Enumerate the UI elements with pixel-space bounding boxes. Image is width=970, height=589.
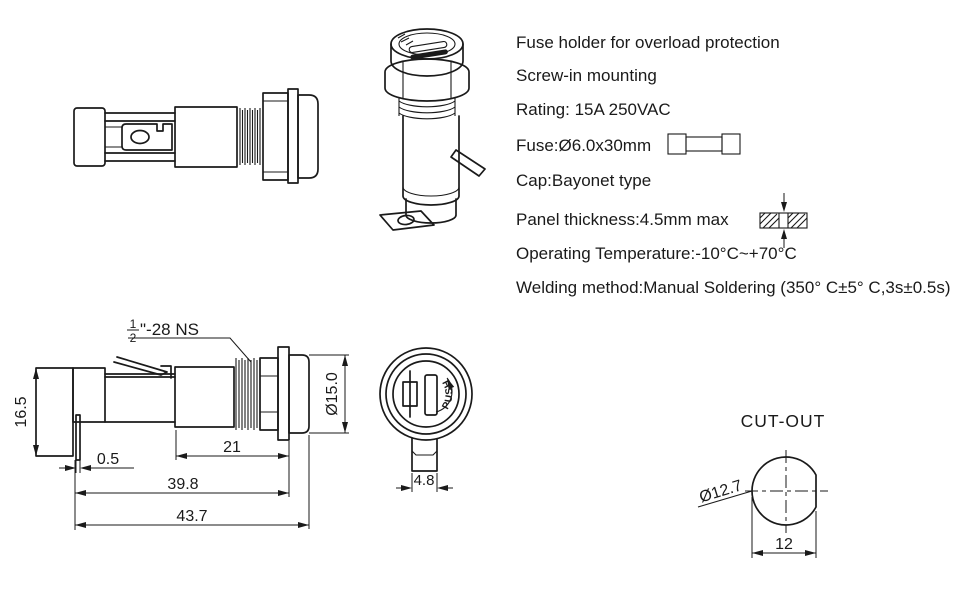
svg-text:PUSH [440, 377, 455, 412]
spec-line-fuse-size: Fuse:Ø6.0x30mm [516, 136, 652, 155]
assembled-side-view [74, 89, 318, 183]
spec-line-rating: Rating: 15A 250VAC [516, 100, 671, 119]
isometric-view [380, 29, 485, 230]
dimensioned-side-view [13, 317, 349, 530]
dim-cap-diameter-label: Ø15.0 [324, 372, 341, 416]
thread-spec-label [127, 317, 251, 362]
spec-line-panel: Panel thickness:4.5mm max [516, 210, 729, 229]
spec-line-mounting: Screw-in mounting [516, 66, 657, 85]
spec-line-temp: Operating Temperature:-10°C~+70°C [516, 244, 797, 263]
front-view [380, 348, 472, 492]
dim-height-label: 16.5 [13, 396, 30, 428]
spec-line-overload: Fuse holder for overload protection [516, 33, 780, 52]
spec-text-block [516, 33, 951, 297]
spec-line-cap: Cap:Bayonet type [516, 171, 652, 190]
panel-cross-section-icon [760, 193, 807, 248]
dim-bushing-length-label: 21 [223, 439, 241, 456]
push-label: PUSH [440, 376, 456, 412]
dim-terminal-thickness-label: 0.5 [96, 451, 120, 468]
cutout-title: CUT-OUT [740, 411, 826, 431]
thread-denominator: 2 [129, 331, 137, 345]
cutout-view [697, 411, 828, 558]
dim-terminal-width-label: 4.8 [413, 472, 435, 489]
dim-cutout-diameter-label: Ø12.7 [697, 477, 745, 507]
dim-body-length-label: 39.8 [167, 476, 199, 493]
spec-line-welding: Welding method:Manual Soldering (350° C±5° C,3s±0.5s) [516, 278, 951, 297]
thread-numerator: 1 [129, 317, 137, 331]
fuse-cartridge-icon [668, 134, 740, 154]
dim-total-length-label: 43.7 [176, 508, 208, 525]
thread-spec-text: "-28 NS [140, 320, 199, 339]
dim-cutout-width-label: 12 [775, 536, 793, 553]
